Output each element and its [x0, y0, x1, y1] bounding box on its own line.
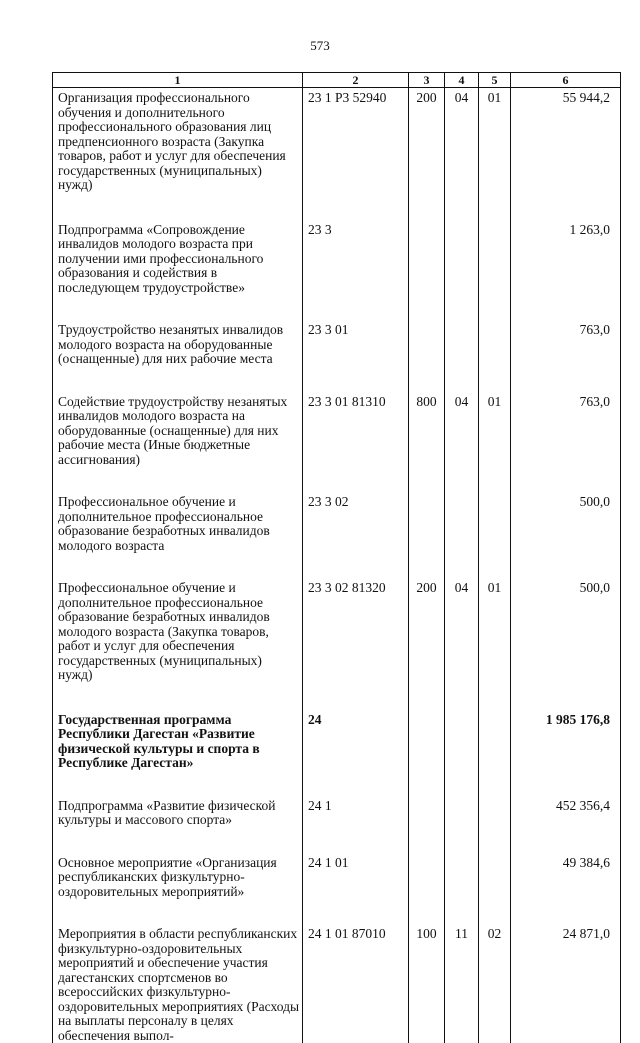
row-subsection-cell: 01 [479, 88, 511, 193]
page-number: 573 [310, 38, 330, 53]
spacer-cell [511, 899, 621, 924]
table-row [53, 320, 621, 367]
spacer-cell [511, 553, 621, 578]
spacer-cell [445, 771, 479, 796]
row-name-cell: Основное мероприятие «Организация республиканских физкультурно-оздоровительных мероприятий» [53, 853, 303, 900]
budget-table [52, 72, 621, 1043]
row-code-cell: 24 1 [303, 796, 409, 828]
row-expense-type-cell [409, 710, 445, 771]
row-code-cell: 23 3 02 [303, 492, 409, 553]
row-section-cell: 04 [445, 578, 479, 683]
row-name-cell: Профессиональное обучение и дополнительное профессиональное образование безработных инвалидов молодого возраста [53, 492, 303, 553]
spacer-cell [409, 899, 445, 924]
table-row [53, 392, 621, 468]
row-expense-type-cell: 200 [409, 578, 445, 683]
row-spacer [53, 553, 621, 578]
row-section-cell: 11 [445, 924, 479, 1043]
header-col-1: 1 [53, 73, 303, 88]
row-subsection-cell [479, 220, 511, 296]
spacer-cell [479, 828, 511, 853]
row-subsection-cell [479, 710, 511, 771]
spacer-cell [445, 193, 479, 220]
row-name-cell: Государственная программа Республики Дагестан «Развитие физической культуры и спорта в Республике Дагестан» [53, 710, 303, 771]
row-code-cell: 24 1 01 87010 [303, 924, 409, 1043]
spacer-cell [53, 553, 303, 578]
spacer-cell [303, 367, 409, 392]
spacer-cell [53, 193, 303, 220]
row-name-cell: Подпрограмма «Развитие физической культуры и массового спорта» [53, 796, 303, 828]
spacer-cell [409, 553, 445, 578]
row-section-cell: 04 [445, 392, 479, 468]
spacer-cell [303, 467, 409, 492]
row-subsection-cell: 01 [479, 392, 511, 468]
spacer-cell [445, 295, 479, 320]
spacer-cell [445, 683, 479, 710]
spacer-cell [409, 683, 445, 710]
spacer-cell [53, 295, 303, 320]
row-name-cell: Профессиональное обучение и дополнительное профессиональное образование безработных инвалидов молодого возраста (Закупка товаров, работ и услуг для обеспечения государственных (муниципальных) нужд) [53, 578, 303, 683]
spacer-cell [479, 771, 511, 796]
row-amount-cell: 1 985 176,8 [511, 710, 621, 771]
row-subsection-cell [479, 853, 511, 900]
table-row [53, 710, 621, 771]
row-subsection-cell [479, 492, 511, 553]
row-section-cell [445, 796, 479, 828]
spacer-cell [409, 367, 445, 392]
row-spacer [53, 295, 621, 320]
spacer-cell [53, 683, 303, 710]
spacer-cell [409, 828, 445, 853]
row-section-cell [445, 853, 479, 900]
spacer-cell [445, 828, 479, 853]
spacer-cell [479, 367, 511, 392]
spacer-cell [445, 367, 479, 392]
header-row [53, 73, 621, 88]
spacer-cell [53, 467, 303, 492]
row-expense-type-cell [409, 796, 445, 828]
row-amount-cell: 500,0 [511, 492, 621, 553]
spacer-cell [53, 899, 303, 924]
row-spacer [53, 771, 621, 796]
spacer-cell [479, 467, 511, 492]
spacer-cell [53, 828, 303, 853]
row-amount-cell: 24 871,0 [511, 924, 621, 1043]
row-code-cell: 23 3 01 [303, 320, 409, 367]
row-expense-type-cell: 800 [409, 392, 445, 468]
spacer-cell [303, 683, 409, 710]
row-amount-cell: 1 263,0 [511, 220, 621, 296]
row-amount-cell: 500,0 [511, 578, 621, 683]
row-code-cell: 24 [303, 710, 409, 771]
row-amount-cell: 49 384,6 [511, 853, 621, 900]
table-row [53, 578, 621, 683]
row-section-cell [445, 220, 479, 296]
spacer-cell [511, 367, 621, 392]
row-spacer [53, 683, 621, 710]
header-col-5: 5 [479, 73, 511, 88]
spacer-cell [303, 193, 409, 220]
row-subsection-cell [479, 320, 511, 367]
row-spacer [53, 367, 621, 392]
spacer-cell [511, 193, 621, 220]
row-name-cell: Содействие трудоустройству незанятых инвалидов молодого возраста на оборудованные (оснащенные) для них рабочие места (Иные бюджетные ассигнования) [53, 392, 303, 468]
row-expense-type-cell: 200 [409, 88, 445, 193]
table-row [53, 220, 621, 296]
row-subsection-cell [479, 796, 511, 828]
spacer-cell [511, 295, 621, 320]
row-code-cell: 23 3 01 81310 [303, 392, 409, 468]
row-amount-cell: 763,0 [511, 320, 621, 367]
row-code-cell: 23 3 02 81320 [303, 578, 409, 683]
spacer-cell [445, 553, 479, 578]
spacer-cell [445, 899, 479, 924]
row-spacer [53, 899, 621, 924]
row-subsection-cell: 02 [479, 924, 511, 1043]
table-row [53, 924, 621, 1043]
table-row [53, 88, 621, 193]
header-col-6: 6 [511, 73, 621, 88]
row-expense-type-cell [409, 492, 445, 553]
row-name-cell: Подпрограмма «Сопровождение инвалидов молодого возраста при получении ими профессионального образования и содействия в последующем трудоустройстве» [53, 220, 303, 296]
spacer-cell [303, 295, 409, 320]
row-name-cell: Трудоустройство незанятых инвалидов молодого возраста на оборудованные (оснащенные) для них рабочие места [53, 320, 303, 367]
row-spacer [53, 193, 621, 220]
header-col-4: 4 [445, 73, 479, 88]
row-name-cell: Мероприятия в области республиканских физкультурно-оздоровительных мероприятий и обеспечение участия дагестанских спортсменов во всероссийских физкультурно-оздоровительных мероприятиях (Расходы на выплаты персоналу в целях обеспечения выпол- [53, 924, 303, 1043]
row-spacer [53, 828, 621, 853]
spacer-cell [511, 683, 621, 710]
row-section-cell: 04 [445, 88, 479, 193]
row-expense-type-cell [409, 220, 445, 296]
row-section-cell [445, 710, 479, 771]
row-code-cell: 24 1 01 [303, 853, 409, 900]
spacer-cell [511, 467, 621, 492]
spacer-cell [409, 193, 445, 220]
spacer-cell [303, 553, 409, 578]
row-spacer [53, 467, 621, 492]
spacer-cell [511, 828, 621, 853]
spacer-cell [303, 828, 409, 853]
spacer-cell [479, 899, 511, 924]
spacer-cell [511, 771, 621, 796]
table-row [53, 492, 621, 553]
header-col-2: 2 [303, 73, 409, 88]
spacer-cell [409, 295, 445, 320]
row-name-cell: Организация профессионального обучения и дополнительного профессионального образования лиц предпенсионного возраста (Закупка товаров, работ и услуг для обеспечения государственных (муниципальных) нужд) [53, 88, 303, 193]
spacer-cell [53, 367, 303, 392]
row-amount-cell: 55 944,2 [511, 88, 621, 193]
row-amount-cell: 452 356,4 [511, 796, 621, 828]
spacer-cell [53, 771, 303, 796]
row-amount-cell: 763,0 [511, 392, 621, 468]
row-expense-type-cell [409, 320, 445, 367]
row-section-cell [445, 492, 479, 553]
spacer-cell [303, 899, 409, 924]
spacer-cell [409, 467, 445, 492]
row-subsection-cell: 01 [479, 578, 511, 683]
row-expense-type-cell [409, 853, 445, 900]
spacer-cell [479, 193, 511, 220]
table-row [53, 796, 621, 828]
spacer-cell [479, 683, 511, 710]
table-row [53, 853, 621, 900]
row-section-cell [445, 320, 479, 367]
spacer-cell [479, 553, 511, 578]
spacer-cell [445, 467, 479, 492]
spacer-cell [303, 771, 409, 796]
spacer-cell [409, 771, 445, 796]
header-col-3: 3 [409, 73, 445, 88]
row-expense-type-cell: 100 [409, 924, 445, 1043]
row-code-cell: 23 3 [303, 220, 409, 296]
spacer-cell [479, 295, 511, 320]
row-code-cell: 23 1 P3 52940 [303, 88, 409, 193]
